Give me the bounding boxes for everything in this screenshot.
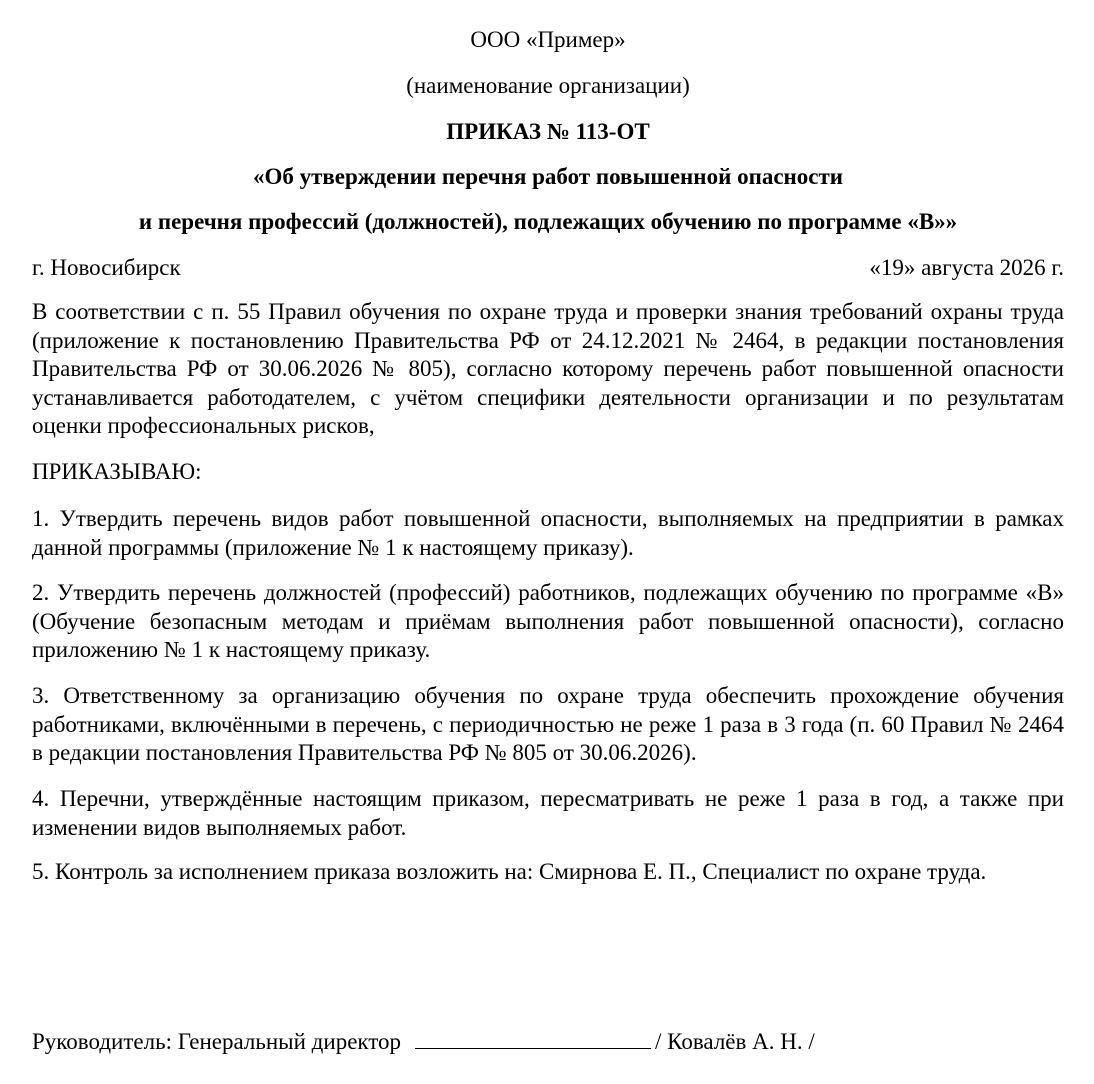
order-title: ПРИКАЗ № 113-ОТ <box>446 119 650 144</box>
signature-block <box>32 1028 815 1056</box>
signature-label: Руководитель: Генеральный директор <box>32 1029 402 1054</box>
organization-name: ООО «Пример» <box>470 27 626 52</box>
order-subject-line-2: и перечня профессий (должностей), подлежащих обучению по программе «В»» <box>138 209 958 234</box>
order-item-4: 4. Перечни, утверждённые настоящим приказом, пересматривать не реже 1 раза в год, а также при изменении видов выполняемых работ. <box>32 786 1064 840</box>
city: г. Новосибирск <box>32 255 181 280</box>
signature-line <box>415 1028 651 1049</box>
order-item-5: 5. Контроль за исполнением приказа возложить на: Смирнова Е. П., Специалист по охране труда. <box>32 859 987 884</box>
organization-caption: (наименование организации) <box>406 73 690 98</box>
signature-name: / Ковалёв А. Н. / <box>655 1029 815 1054</box>
order-item-3: 3. Ответственному за организацию обучения по охране труда обеспечить прохождение обучения работниками, включёнными в перечень, с периодичностью не реже 1 раза в 3 года (п. 60 Правил № 2464 в редакции постановления Правительства РФ № 805 от 30.06.2026). <box>32 683 1064 765</box>
order-item-2: 2. Утвердить перечень должностей (профессий) работников, подлежащих обучению по программе «В» (Обучение безопасным методам и приёмам выполнения работ повышенной опасности), согласно приложению № 1 к настоящему приказу. <box>32 580 1064 662</box>
order-date: «19» августа 2026 г. <box>869 255 1064 280</box>
order-item-1: 1. Утвердить перечень видов работ повышенной опасности, выполняемых на предприятии в рамках данной программы (приложение № 1 к настоящему приказу). <box>32 506 1064 560</box>
place-date-row <box>32 254 1064 282</box>
preamble-paragraph: В соответствии с п. 55 Правил обучения по охране труда и проверки знания требований охраны труда (приложение к постановлению Правительства РФ от 24.12.2021 № 2464, в редакции постановления Правительства РФ от 30.06.2026 № 805), согласно которому перечень работ повышенной опасности устанавливается работодателем, с учётом специфики деятельности организации и по результатам оценки профессиональных рисков, <box>32 299 1064 438</box>
order-subject-line-1: «Об утверждении перечня работ повышенной опасности <box>252 164 844 189</box>
order-word: ПРИКАЗЫВАЮ: <box>32 459 202 484</box>
